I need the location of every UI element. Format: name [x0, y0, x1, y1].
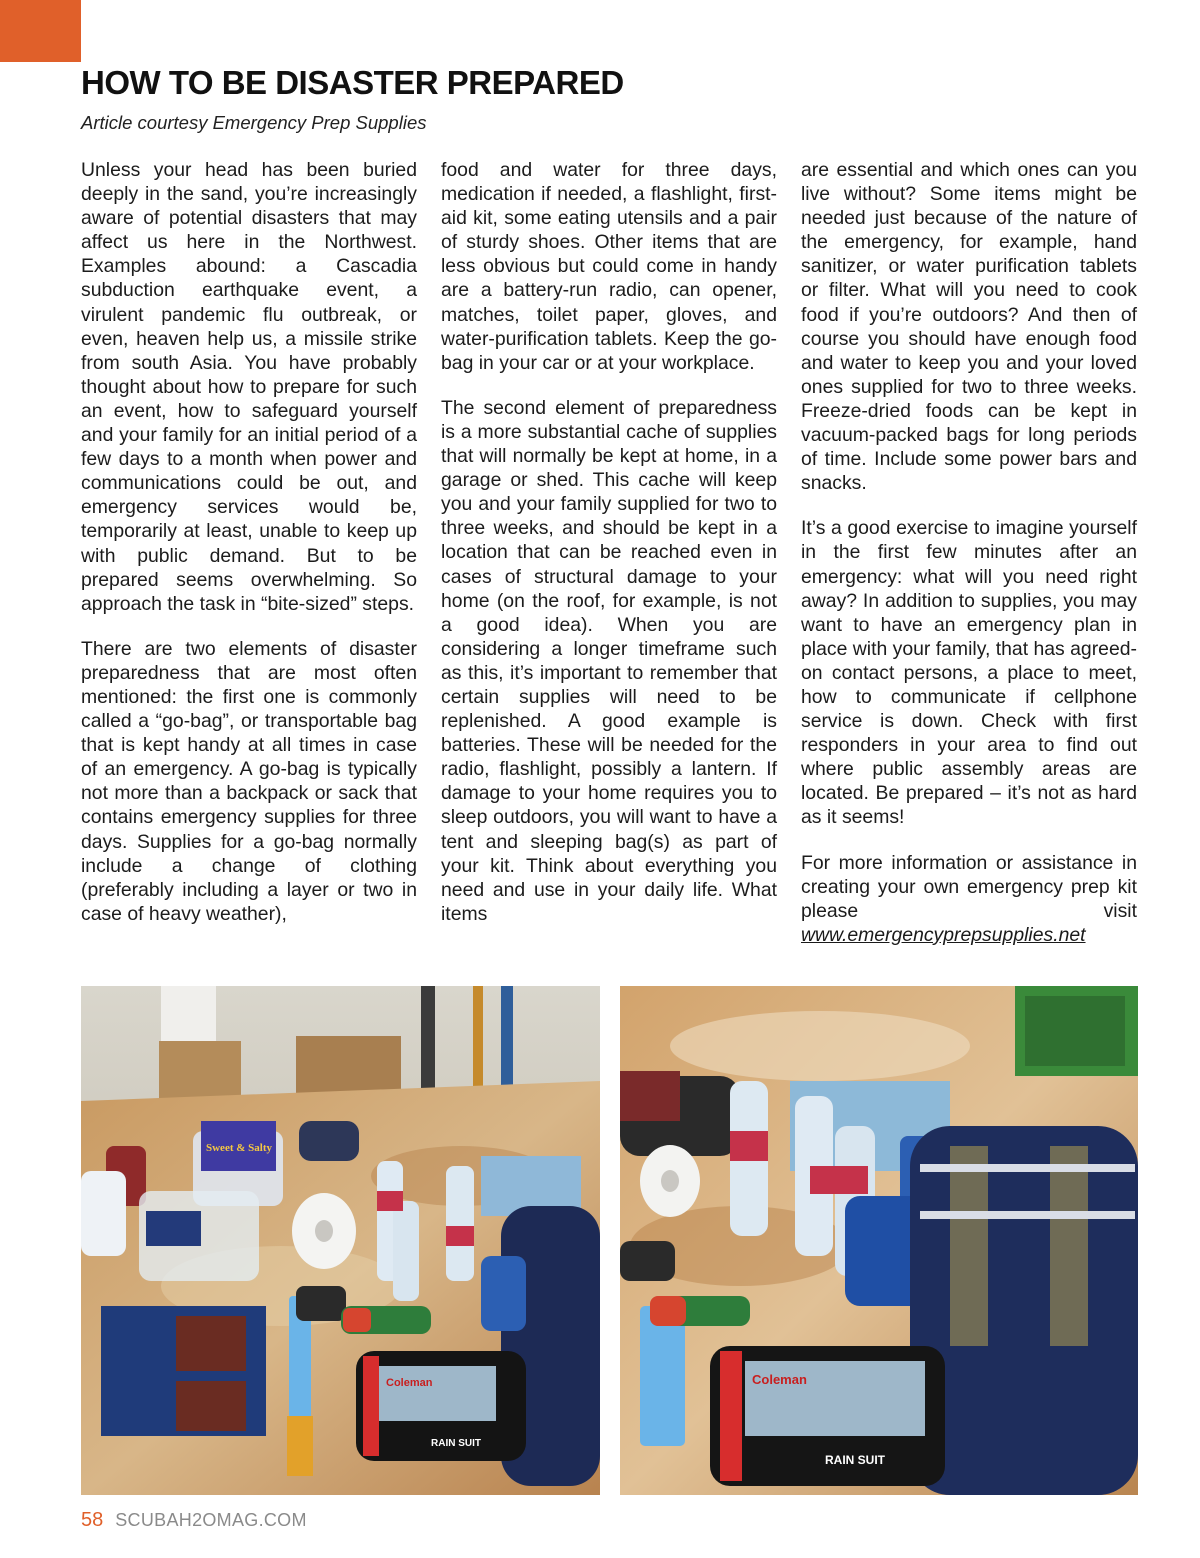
paragraph — [801, 851, 1137, 947]
cta-text: For more information or assistance in creating your own emergency prep kit please visit — [801, 851, 1137, 922]
coleman-label: Coleman — [386, 1377, 433, 1389]
supplies-photo-right — [620, 986, 1138, 1495]
supplies-photo-left-image — [81, 986, 600, 1495]
paragraph: are essential and which ones can you live without? Some items might be needed just because of the nature of the emergency, for example, hand sanitizer, or water purification tablets or filter. What will you need to cook food if you’re outdoors? And then of course you should have enough food and water to keep you and your loved ones supplied for two to three weeks. Freeze-dried foods can be kept in vacuum-packed bags for long periods of time. Include some power bars and snacks. — [801, 159, 1137, 495]
paragraph: There are two elements of disaster preparedness that are most often mentioned: the first one is commonly called a “go-bag”, or transportable bag that is kept handy at all times in case of an emergency. A go-bag is typically not more than a backpack or sack that contains emergency supplies for three days. Supplies for a go-bag normally include a change of clothing (preferably including a layer or two in case of heavy weather), — [81, 637, 417, 925]
page-number: 58 — [81, 1509, 104, 1531]
rain-suit-label: RAIN SUIT — [431, 1438, 481, 1449]
website-link[interactable]: www.emergencyprepsupplies.net — [801, 923, 1086, 946]
rain-suit-label: RAIN SUIT — [825, 1453, 885, 1467]
supplies-photo-left — [81, 986, 600, 1495]
paragraph: Unless your head has been buried deeply in the sand, you’re increasingly aware of potential disasters that may affect us here in the Northwest. Examples abound: a Cascadia subduction earthquake event, a virulent pandemic flu outbreak, or even, heaven help us, a missile strike from south Asia. You have probably thought about how to prepare for such an event, how to safeguard yourself and your family for an initial period of a few days to a month when power and communications could be out, and emergency services would be, temporarily at least, unable to keep up with public demand. But to be prepared seems overwhelming. So approach the task in “bite-sized” steps. — [81, 159, 417, 615]
coleman-label: Coleman — [752, 1372, 807, 1387]
page-title: HOW TO BE DISASTER PREPARED — [81, 64, 624, 101]
paragraph: It’s a good exercise to imagine yourself in the first few minutes after an emergency: what will you need right away? In addition to supplies, you may want to have an emergency plan in place with your family, that has agreed-on contact persons, a place to meet, how to communicate if cellphone service is down. Check with first responders in your area to find out where public assembly areas are located. Be prepared – it’s not as hard as it seems! — [801, 517, 1137, 829]
snack-box-label: Sweet & Salty — [206, 1142, 272, 1154]
corner-accent-tab — [0, 0, 81, 62]
article-column-3 — [801, 158, 1137, 947]
paragraph: The second element of preparedness is a more substantial cache of supplies that will normally be kept at home, in a garage or shed. This cache will keep you and your family supplied for two to three weeks, and should be kept in a location that can be reached even in cases of structural damage to your home (on the roof, for example, is not a good idea). When you are considering a longer timeframe such as this, it’s important to remember that certain supplies will need to be replenished. A good example is batteries. These will be needed for the radio, flashlight, possibly a lantern. If damage to your home requires you to sleep outdoors, you will want to have a tent and sleeping bag(s) as part of your kit. Think about everything you need and use in your daily life. What items — [441, 396, 777, 925]
site-name: SCUBAH2OMAG.COM — [115, 1510, 307, 1530]
article-column-1 — [81, 158, 417, 947]
article-column-2 — [441, 158, 777, 947]
article-byline: Article courtesy Emergency Prep Supplies — [81, 112, 427, 133]
supplies-photo-right-image — [620, 986, 1138, 1495]
page-footer — [81, 1509, 307, 1532]
paragraph: food and water for three days, medication if needed, a flashlight, first-aid kit, some eating utensils and a pair of sturdy shoes. Other items that are less obvious but could come in handy are a battery-run radio, can opener, matches, toilet paper, gloves, and water-purification tablets. Keep the go-bag in your car or at your workplace. — [441, 159, 777, 374]
